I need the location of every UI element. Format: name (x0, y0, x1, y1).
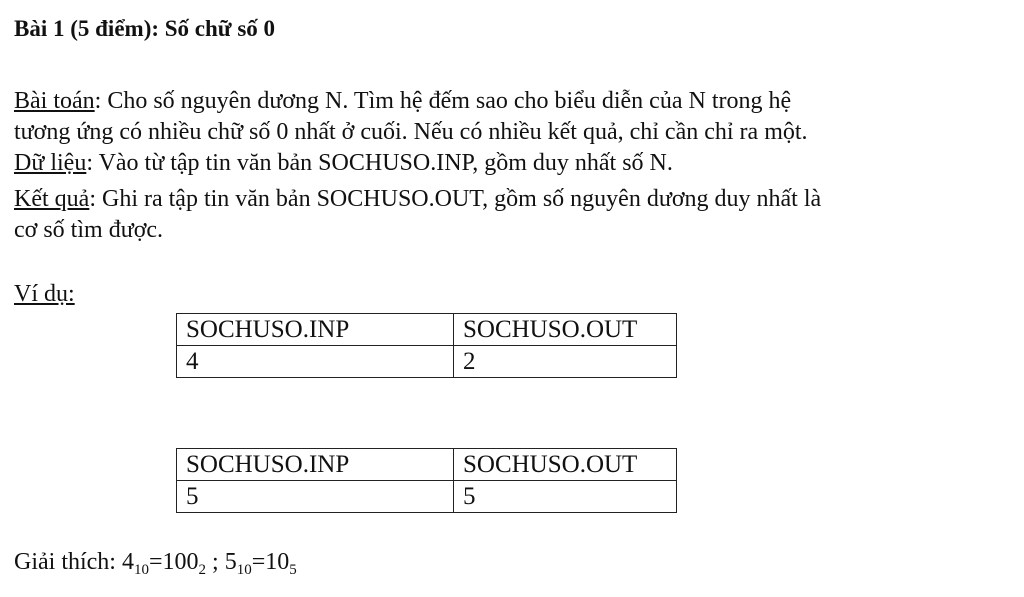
input-label: Dữ liệu (14, 150, 87, 176)
explanation-base-a: 10 (133, 562, 149, 578)
table-header-cell: SOCHUSO.INP (177, 314, 454, 346)
problem-label: Bài toán (14, 88, 95, 114)
input-text: : Vào từ tập tin văn bản SOCHUSO.INP, gồm duy nhất số N. (86, 150, 673, 176)
problem-text-2: tương ứng có nhiều chữ số 0 nhất ở cuối. Nếu có nhiều kết quả, chỉ cần chỉ ra một. (14, 119, 808, 145)
explanation (14, 549, 297, 576)
problem-line-1 (14, 86, 808, 117)
table-row (177, 346, 677, 378)
table-cell: 5 (454, 481, 677, 513)
example-label: Ví dụ: (14, 281, 75, 307)
explanation-result-base-b: 5 (289, 562, 297, 578)
problem-title: Bài 1 (5 điểm): Số chữ số 0 (14, 16, 276, 41)
explanation-base-b: 10 (236, 562, 252, 578)
explanation-separator: ; (206, 549, 225, 575)
table-header-cell: SOCHUSO.INP (177, 449, 454, 481)
table-row (177, 481, 677, 513)
input-description (14, 148, 673, 179)
explanation-value-b: 5 (224, 549, 237, 575)
table-cell: 4 (177, 346, 454, 378)
output-label: Kết quả (14, 186, 90, 212)
explanation-prefix: Giải thích: (14, 549, 122, 575)
table-cell: 5 (177, 481, 454, 513)
problem-text-1: : Cho số nguyên dương N. Tìm hệ đếm sao cho biểu diễn của N trong hệ (94, 88, 792, 114)
output-description (14, 184, 821, 246)
table-header-cell: SOCHUSO.OUT (454, 314, 677, 346)
output-text-1: : Ghi ra tập tin văn bản SOCHUSO.OUT, gồm số nguyên dương duy nhất là (89, 186, 822, 212)
output-text-2: cơ số tìm được. (14, 217, 164, 243)
explanation-value-a: 4 (121, 549, 134, 575)
table-header-cell: SOCHUSO.OUT (454, 449, 677, 481)
explanation-eq-b: =10 (251, 549, 290, 575)
table-header-row (177, 449, 677, 481)
explanation-result-base-a: 2 (198, 562, 207, 578)
output-line-1 (14, 184, 821, 215)
table-cell: 2 (454, 346, 677, 378)
explanation-eq-a: =100 (148, 549, 199, 575)
problem-statement (14, 86, 808, 148)
example-table-2 (176, 448, 677, 513)
example-table-1 (176, 313, 677, 378)
table-header-row (177, 314, 677, 346)
